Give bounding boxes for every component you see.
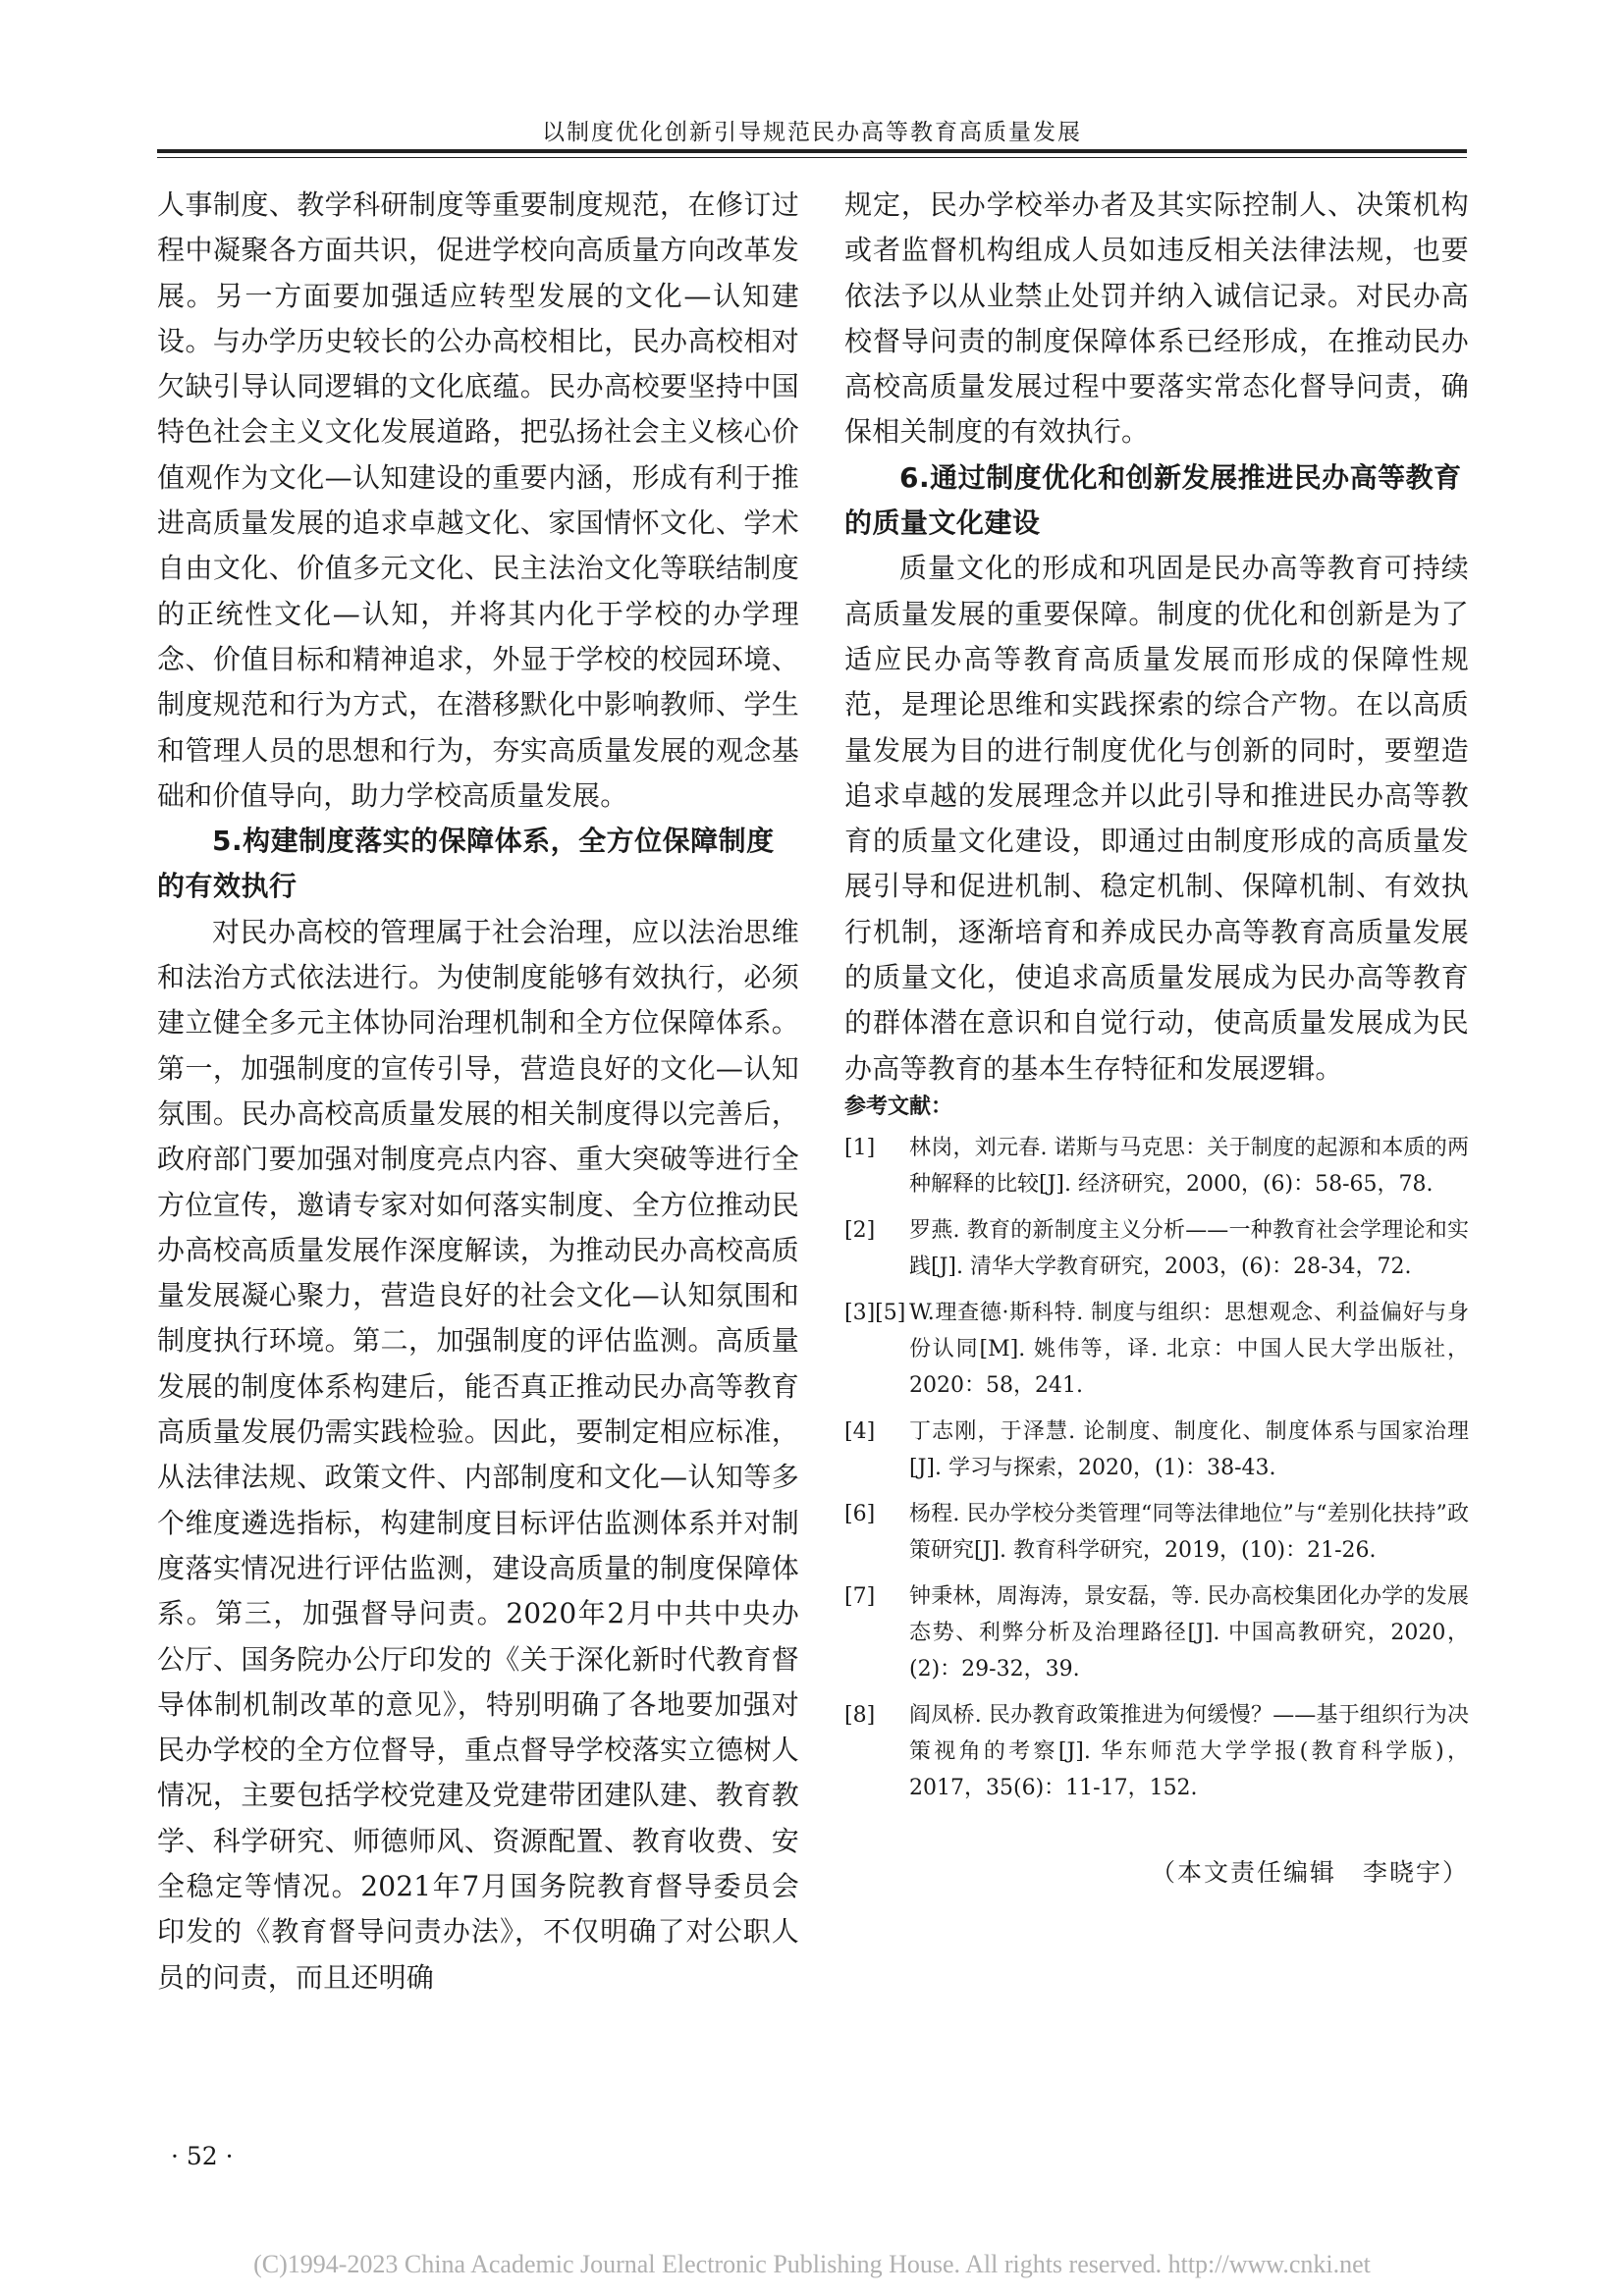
reference-text: 杨程. 民办学校分类管理“同等法律地位”与“差别化扶持”政策研究[J]. 教育科学研究，2019，(10)：21-26. xyxy=(909,1502,1469,1563)
reference-item xyxy=(844,1295,1469,1404)
section-6-heading: 6.通过制度优化和创新发展推进民办高等教育的质量文化建设 xyxy=(844,460,1462,540)
references-title: 参考文献： xyxy=(844,1095,953,1119)
left-column xyxy=(157,183,799,2001)
header-rule-thick xyxy=(157,149,1467,153)
right-column xyxy=(844,183,1469,1092)
page-number: · 52 · xyxy=(171,2142,234,2170)
reference-number: [2] xyxy=(844,1218,876,1243)
responsible-editor-note: （本文责任编辑 李晓宇） xyxy=(1150,1858,1469,1887)
reference-text: 罗燕. 教育的新制度主义分析——一种教育社会学理论和实践[J]. 清华大学教育研究，2003，(6)：28-34，72. xyxy=(909,1218,1469,1279)
reference-text: 钟秉林，周海涛，景安磊，等. 民办高校集团化办学的发展态势、利弊分析及治理路径[J]. 中国高教研究，2020，(2)：29-32，39. xyxy=(909,1584,1469,1682)
reference-number: [3][5] xyxy=(844,1301,906,1325)
reference-number: [4] xyxy=(844,1419,876,1444)
reference-item xyxy=(844,1212,1469,1285)
reference-item xyxy=(844,1130,1469,1202)
references-section xyxy=(844,1090,1469,1816)
header-rule-thin xyxy=(157,157,1467,158)
reference-text: 丁志刚，于泽慧. 论制度、制度化、制度体系与国家治理[J]. 学习与探索，2020，(1)：38-43. xyxy=(909,1419,1469,1480)
reference-number: [7] xyxy=(844,1584,876,1609)
reference-number: [8] xyxy=(844,1703,876,1728)
reference-text: 阎凤桥. 民办教育政策推进为何缓慢？——基于组织行为决策视角的考察[J]. 华东师范大学学报(教育科学版)，2017，35(6)：11-17，152. xyxy=(909,1703,1469,1800)
left-paragraph-2: 对民办高校的管理属于社会治理，应以法治思维和法治方式依法进行。为使制度能够有效执行，必须建立健全多元主体协同治理机制和全方位保障体系。第一，加强制度的宣传引导，营造良好的文化—认知氛围。民办高校高质量发展的相关制度得以完善后，政府部门要加强对制度亮点内容、重大突破等进行全方位宣传，邀请专家对如何落实制度、全方位推动民办高校高质量发展作深度解读，为推动民办高校高质量发展凝心聚力，营造良好的社会文化—认知氛围和制度执行环境。第二，加强制度的评估监测。高质量发展的制度体系构建后，能否真正推动民办高等教育高质量发展仍需实践检验。因此，要制定相应标准，从法律法规、政策文件、内部制度和文化—认知等多个维度遴选指标，构建制度目标评估监测体系并对制度落实情况进行评估监测，建设高质量的制度保障体系。第三，加强督导问责。2020年2月中共中央办公厅、国务院办公厅印发的《关于深化新时代教育督导体制机制改革的意见》，特别明确了各地要加强对民办学校的全方位督导，重点督导学校落实立德树人情况，主要包括学校党建及党建带团建队建、教育教学、科学研究、师德师风、资源配置、教育收费、安全稳定等情况。2021年7月国务院教育督导委员会印发的《教育督导问责办法》，不仅明确了对公职人员的问责，而且还明确 xyxy=(157,915,799,1994)
left-paragraph-1: 人事制度、教学科研制度等重要制度规范，在修订过程中凝聚各方面共识，促进学校向高质量方向改革发展。另一方面要加强适应转型发展的文化—认知建设。与办学历史较长的公办高校相比，民办高校相对欠缺引导认同逻辑的文化底蕴。民办高校要坚持中国特色社会主义文化发展道路，把弘扬社会主义核心价值观作为文化—认知建设的重要内涵，形成有利于推进高质量发展的追求卓越文化、家国情怀文化、学术自由文化、价值多元文化、民主法治文化等联结制度的正统性文化—认知，并将其内化于学校的办学理念、价值目标和精神追求，外显于学校的校园环境、制度规范和行为方式，在潜移默化中影响教师、学生和管理人员的思想和行为，夯实高质量发展的观念基础和价值导向，助力学校高质量发展。 xyxy=(157,188,799,812)
reference-item xyxy=(844,1496,1469,1569)
reference-text: W.理查德·斯科特. 制度与组织：思想观念、利益偏好与身份认同[M]. 姚伟等，译. 北京：中国人民大学出版社，2020：58，241. xyxy=(909,1301,1469,1398)
reference-number: [6] xyxy=(844,1502,876,1526)
copyright-footer: (C)1994-2023 China Academic Journal Electronic Publishing House. All rights reserved. http://www.cnki.net xyxy=(253,2250,1371,2278)
right-paragraph-1: 规定，民办学校举办者及其实际控制人、决策机构或者监督机构组成人员如违反相关法律法规，也要依法予以从业禁止处罚并纳入诚信记录。对民办高校督导问责的制度保障体系已经形成，在推动民办高校高质量发展过程中要落实常态化督导问责，确保相关制度的有效执行。 xyxy=(844,188,1469,449)
right-paragraph-2: 质量文化的形成和巩固是民办高等教育可持续高质量发展的重要保障。制度的优化和创新是为了适应民办高等教育高质量发展而形成的保障性规范，是理论思维和实践探索的综合产物。在以高质量发展为目的进行制度优化与创新的同时，要塑造追求卓越的发展理念并以此引导和推进民办高等教育的质量文化建设，即通过由制度形成的高质量发展引导和促进机制、稳定机制、保障机制、有效执行机制，逐渐培育和养成民办高等教育高质量发展的质量文化，使追求高质量发展成为民办高等教育的群体潜在意识和自觉行动，使高质量发展成为民办高等教育的基本生存特征和发展逻辑。 xyxy=(844,552,1469,1085)
reference-item xyxy=(844,1697,1469,1806)
reference-text: 林岗，刘元春. 诺斯与马克思：关于制度的起源和本质的两种解释的比较[J]. 经济研究，2000，(6)：58-65，78. xyxy=(909,1136,1469,1197)
section-5-heading: 5.构建制度落实的保障体系，全方位保障制度的有效执行 xyxy=(157,825,775,903)
reference-number: [1] xyxy=(844,1136,876,1160)
reference-item xyxy=(844,1578,1469,1687)
reference-item xyxy=(844,1414,1469,1486)
running-header: 以制度优化创新引导规范民办高等教育高质量发展 xyxy=(542,120,1082,145)
